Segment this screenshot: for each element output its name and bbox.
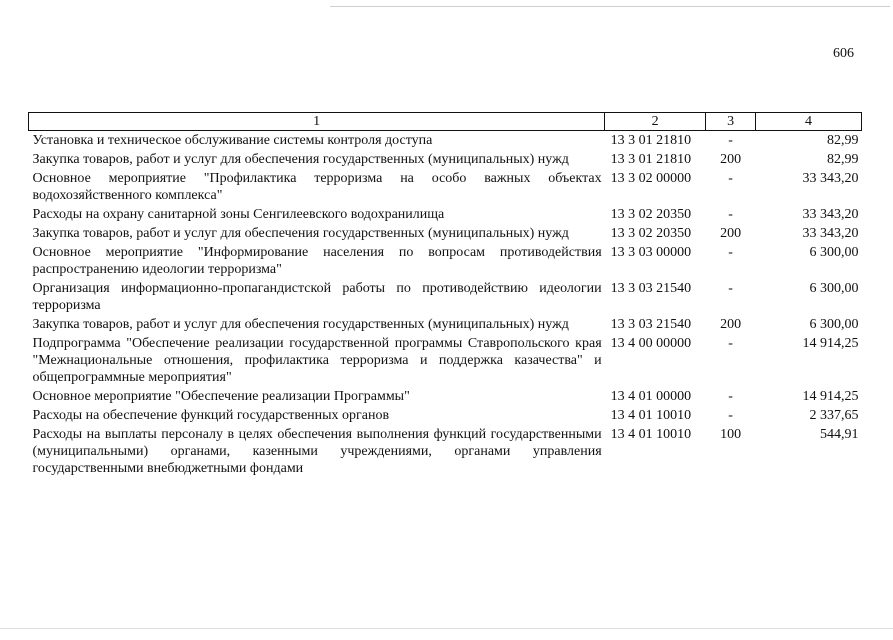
row-vid-cell: - (728, 245, 733, 260)
table-row (29, 169, 862, 205)
header-row (29, 113, 862, 131)
row-amount-cell: 33 343,20 (802, 171, 859, 186)
header-cell-4: 4 (756, 113, 862, 131)
row-amount-cell: 2 337,65 (809, 408, 859, 423)
row-name-cell: Подпрограмма "Обеспечение реализации государственной программы Ставропольского края "Межнациональные отношения, профилактика терроризма и поддержка казачества" и общепрограммные мероприятия" (32, 336, 602, 385)
row-vid-cell: 100 (720, 427, 742, 442)
row-name-cell: Расходы на выплаты персоналу в целях обеспечения выполнения функций государственными (муниципальными) органами, казенными учреждениями, органами управления государственными внебюджетными фондами (32, 427, 602, 476)
row-code-cell: 13 4 01 10010 (610, 408, 692, 423)
row-amount-cell: 544,91 (820, 427, 859, 442)
row-amount-cell: 33 343,20 (802, 226, 859, 241)
row-amount-cell: 6 300,00 (809, 281, 859, 296)
budget-table (28, 112, 862, 478)
row-name-cell: Расходы на обеспечение функций государственных органов (32, 408, 390, 423)
row-code-cell: 13 3 03 21540 (610, 281, 692, 296)
row-code-cell: 13 3 03 21540 (610, 317, 692, 332)
row-vid-cell: 200 (720, 226, 742, 241)
row-name-cell: Установка и техническое обслуживание системы контроля доступа (32, 133, 433, 148)
row-code-cell: 13 3 01 21810 (610, 152, 692, 167)
header-cell-2: 2 (605, 113, 706, 131)
row-amount-cell: 14 914,25 (802, 389, 859, 404)
table-row (29, 315, 862, 334)
table-row (29, 150, 862, 169)
table-row (29, 243, 862, 279)
row-vid-cell: - (728, 207, 733, 222)
row-vid-cell: - (728, 281, 733, 296)
row-amount-cell: 82,99 (827, 152, 859, 167)
page-number: 606 (833, 46, 854, 61)
row-name-cell: Расходы на охрану санитарной зоны Сенгилеевского водохранилища (32, 207, 445, 222)
row-vid-cell: - (728, 133, 733, 148)
row-name-cell: Основное мероприятие "Информирование населения по вопросам противодействия распространению идеологии терроризма" (32, 245, 602, 277)
header-cell-3: 3 (706, 113, 756, 131)
row-name-cell: Закупка товаров, работ и услуг для обеспечения государственных (муниципальных) нужд (32, 152, 569, 167)
table-row (29, 387, 862, 406)
scan-edge-top (330, 6, 890, 7)
row-amount-cell: 6 300,00 (809, 317, 859, 332)
row-code-cell: 13 3 02 20350 (610, 226, 692, 241)
table-row (29, 224, 862, 243)
row-amount-cell: 33 343,20 (802, 207, 859, 222)
table-row (29, 205, 862, 224)
row-amount-cell: 82,99 (827, 133, 859, 148)
table-row (29, 334, 862, 387)
row-name-cell: Основное мероприятие "Обеспечение реализации Программы" (32, 389, 410, 404)
row-vid-cell: - (728, 336, 733, 351)
row-vid-cell: - (728, 389, 733, 404)
table-row (29, 279, 862, 315)
row-code-cell: 13 3 02 20350 (610, 207, 692, 222)
row-code-cell: 13 4 01 10010 (610, 427, 692, 442)
row-code-cell: 13 4 00 00000 (610, 336, 692, 351)
scan-edge-bottom (0, 628, 893, 629)
header-cell-1: 1 (29, 113, 605, 131)
row-code-cell: 13 3 02 00000 (610, 171, 692, 186)
row-name-cell: Закупка товаров, работ и услуг для обеспечения государственных (муниципальных) нужд (32, 226, 569, 241)
table-row (29, 131, 862, 151)
row-vid-cell: 200 (720, 152, 742, 167)
table-row (29, 406, 862, 425)
row-vid-cell: - (728, 408, 733, 423)
row-code-cell: 13 3 01 21810 (610, 133, 692, 148)
row-name-cell: Основное мероприятие "Профилактика терроризма на особо важных объектах водохозяйственного комплекса" (32, 171, 602, 203)
row-name-cell: Закупка товаров, работ и услуг для обеспечения государственных (муниципальных) нужд (32, 317, 569, 332)
table-row (29, 425, 862, 478)
row-amount-cell: 6 300,00 (809, 245, 859, 260)
row-code-cell: 13 4 01 00000 (610, 389, 692, 404)
row-vid-cell: 200 (720, 317, 742, 332)
row-amount-cell: 14 914,25 (802, 336, 859, 351)
row-vid-cell: - (728, 171, 733, 186)
row-code-cell: 13 3 03 00000 (610, 245, 692, 260)
row-name-cell: Организация информационно-пропагандистской работы по противодействию идеологии терроризма (32, 281, 602, 313)
